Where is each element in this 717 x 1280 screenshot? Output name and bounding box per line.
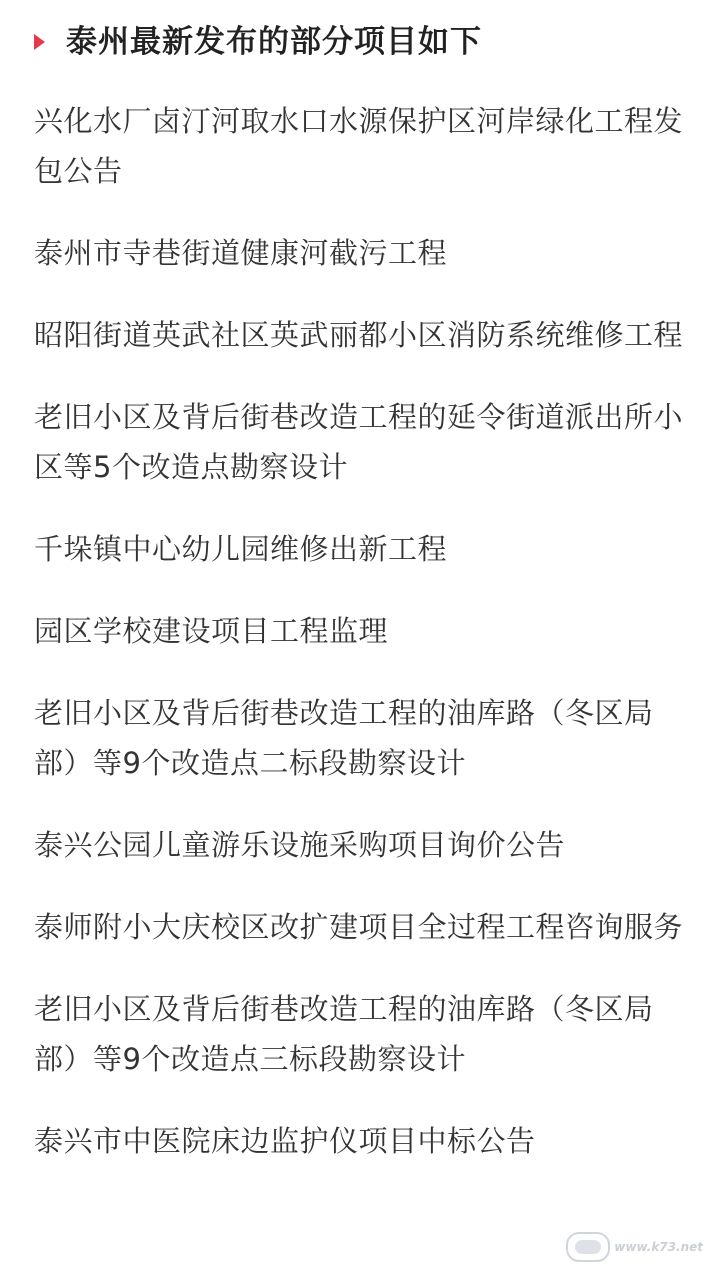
section-title: 泰州最新发布的部分项目如下 <box>66 24 482 60</box>
project-item[interactable]: 千垛镇中心幼儿园维修出新工程 <box>34 532 448 566</box>
project-item[interactable]: 老旧小区及背后街巷改造工程的油库路（冬区局部）等9个改造点二标段勘察设计 <box>34 696 654 780</box>
project-item[interactable]: 泰州市寺巷街道健康河截污工程 <box>34 236 448 270</box>
section-header <box>0 18 717 66</box>
project-item[interactable]: 老旧小区及背后街巷改造工程的延令街道派出所小区等5个改造点勘察设计 <box>34 400 684 484</box>
project-item[interactable]: 兴化水厂卤汀河取水口水源保护区河岸绿化工程发包公告 <box>34 104 684 188</box>
site-watermark <box>566 1232 703 1262</box>
project-item[interactable]: 老旧小区及背后街巷改造工程的油库路（冬区局部）等9个改造点三标段勘察设计 <box>34 992 654 1076</box>
project-item[interactable]: 园区学校建设项目工程监理 <box>34 614 389 648</box>
project-item[interactable]: 泰师附小大庆校区改扩建项目全过程工程咨询服务 <box>34 910 684 944</box>
project-item[interactable]: 昭阳街道英武社区英武丽都小区消防系统维修工程 <box>34 318 684 352</box>
watermark-logo-icon <box>566 1232 610 1262</box>
project-item[interactable]: 泰兴市中医院床边监护仪项目中标公告 <box>34 1124 536 1158</box>
watermark-text: www.k73.net <box>614 1240 703 1254</box>
triangle-marker-icon <box>34 34 45 50</box>
project-item[interactable]: 泰兴公园儿童游乐设施采购项目询价公告 <box>34 828 566 862</box>
project-list <box>34 96 694 1166</box>
